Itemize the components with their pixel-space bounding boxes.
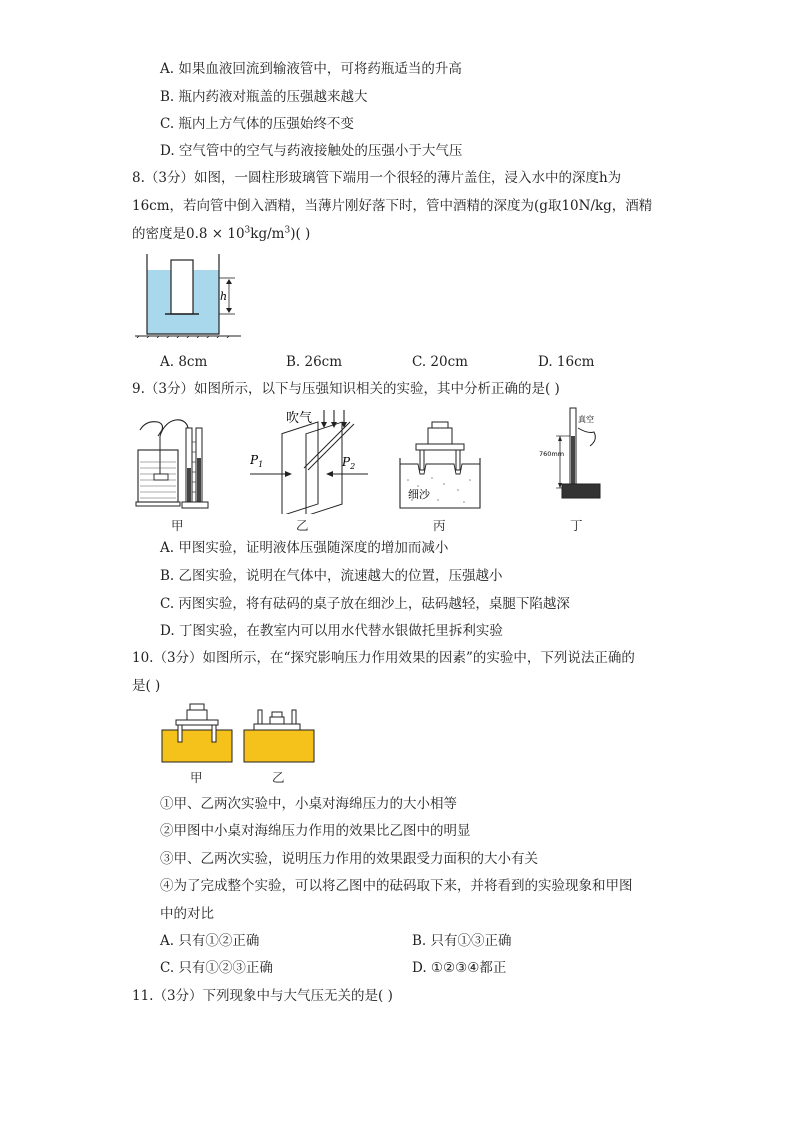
sponge xyxy=(244,730,314,762)
q7-option-c: C. 瓶内上方气体的压强始终不变 xyxy=(160,116,354,132)
q9-figure-yi xyxy=(250,408,370,514)
q8-option-a: A. 8cm xyxy=(160,354,208,370)
weight-icon xyxy=(187,710,207,720)
q8-stem-line1: 8.（3分）如图，一圆柱形玻璃管下端用一个很轻的薄片盖住，浸入水中的深度h为 xyxy=(132,170,622,186)
q9-figure-jia xyxy=(132,412,212,516)
small-table xyxy=(416,444,464,450)
q8-figure-glass-tube xyxy=(135,252,245,338)
small-table xyxy=(176,720,218,725)
q10-statement-2: ②甲图中小桌对海绵压力作用的效果比乙图中的明显 xyxy=(160,823,471,839)
q9-stem: 9.（3分）如图所示，以下与压强知识相关的实验，其中分析正确的是( ) xyxy=(132,381,560,397)
q8-stem-line2: 16cm，若向管中倒入酒精，当薄片刚好落下时，管中酒精的深度为(g取10N/kg，酒精 xyxy=(132,198,653,214)
glass-tube xyxy=(171,260,193,314)
q9-option-d: D. 丁图实验，在教室内可以用水代替水银做托里拆利实验 xyxy=(160,623,503,639)
q10-option-c: C. 只有①②③正确 xyxy=(160,960,273,976)
q9-option-a: A. 甲图实验，证明液体压强随深度的增加而减小 xyxy=(160,540,449,556)
hand-icon xyxy=(140,422,163,436)
q7-option-a: A. 如果血液回流到输液管中，可将药瓶适当的升高 xyxy=(160,61,462,77)
q10-stem-line1: 10.（3分）如图所示，在“探究影响压力作用效果的因素”的实验中，下列说法正确的 xyxy=(132,650,635,666)
q8-figure-h-label: h xyxy=(220,290,228,303)
q10-caption-yi: 乙 xyxy=(272,770,285,785)
q10-caption-jia: 甲 xyxy=(190,770,203,785)
q7-option-b: B. 瓶内药液对瓶盖的压强越来越大 xyxy=(160,89,368,105)
q11-stem: 11.（3分）下列现象中与大气压无关的是( ) xyxy=(132,988,393,1004)
q9-label-760mm: 760mm xyxy=(539,450,565,458)
paper-sheet-left xyxy=(282,422,318,514)
q9-label-sand: 细沙 xyxy=(408,488,430,501)
q9-caption-bing: 丙 xyxy=(433,518,446,533)
q8-stem-line3: 的密度是$0.8 \times 10^3kg/m^3$)( ) xyxy=(132,225,311,242)
q10-option-a: A. 只有①②正确 xyxy=(160,933,260,949)
q10-statement-4: ④为了完成整个实验，可以将乙图中的砝码取下来，并将看到的实验现象和甲图 xyxy=(160,878,633,894)
q9-label-p1: $P_1$ xyxy=(250,453,264,469)
q9-caption-ding: 丁 xyxy=(570,518,583,533)
weight-icon xyxy=(428,428,452,444)
q9-caption-yi: 乙 xyxy=(296,518,309,533)
weight-icon xyxy=(270,717,284,724)
q10-option-d: D. ①②③④都正 xyxy=(412,960,507,976)
q10-statement-1: ①甲、乙两次实验中，小桌对海绵压力的大小相等 xyxy=(160,796,457,812)
q10-stem-line2: 是( ) xyxy=(132,678,161,694)
q9-figure-bing xyxy=(398,420,482,512)
q9-label-vacuum: 真空 xyxy=(578,415,594,424)
q10-statement-4-cont: 中的对比 xyxy=(160,906,214,922)
q10-option-b: B. 只有①③正确 xyxy=(412,933,512,949)
q8-option-d: D. 16cm xyxy=(538,354,595,370)
q10-statement-3: ③甲、乙两次实验，说明压力作用的效果跟受力面积的大小有关 xyxy=(160,851,538,867)
q8-option-b: B. 26cm xyxy=(286,354,343,370)
sponge xyxy=(162,730,232,762)
q8-option-c: C. 20cm xyxy=(412,354,468,370)
q9-label-p2: $P_2$ xyxy=(342,455,356,471)
q7-option-d: D. 空气管中的空气与药液接触处的压强小于大气压 xyxy=(160,143,463,159)
q9-option-c: C. 丙图实验，将有砝码的桌子放在细沙上，砝码越轻，桌腿下陷越深 xyxy=(160,596,570,612)
q10-figure-jia xyxy=(160,702,234,764)
q9-caption-jia: 甲 xyxy=(171,518,184,533)
small-table-inverted xyxy=(254,724,300,730)
q9-option-b: B. 乙图实验，说明在气体中，流速越大的位置，压强越小 xyxy=(160,568,503,584)
q9-label-blow: 吹气 xyxy=(286,411,313,426)
mercury-dish xyxy=(562,484,600,498)
q10-figure-yi xyxy=(242,708,316,764)
q9-figure-ding xyxy=(530,406,610,506)
